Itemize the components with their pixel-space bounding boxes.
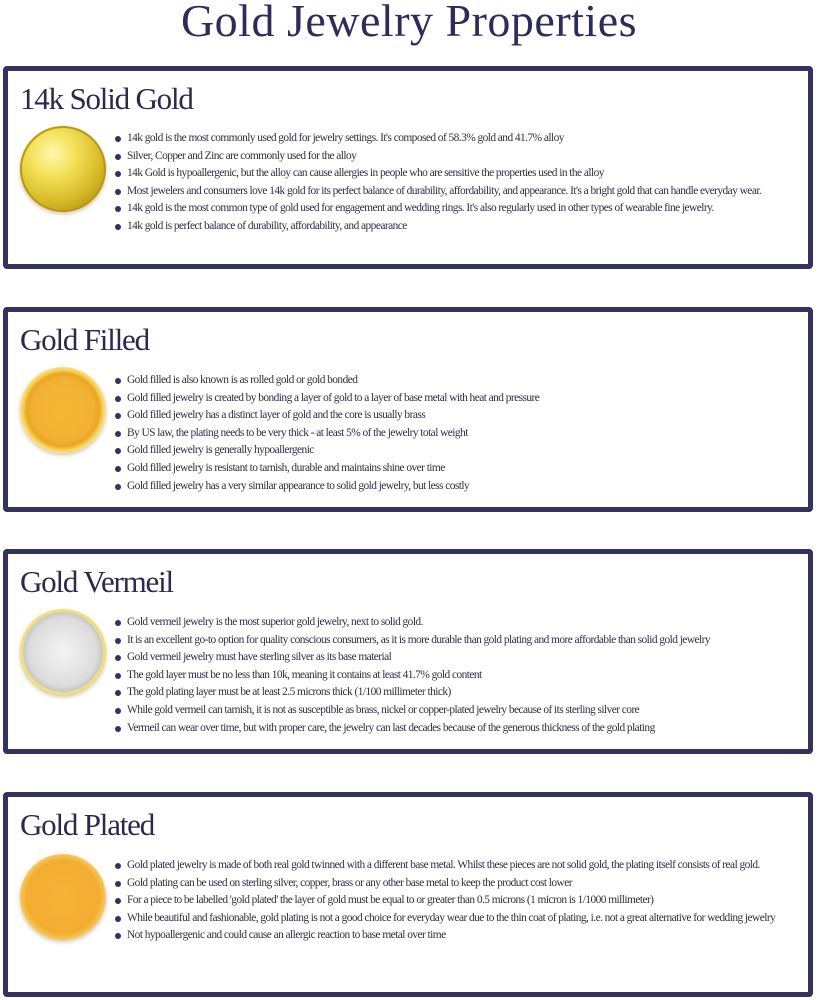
list-item: Silver, Copper and Zinc are commonly used for the alloy [114,148,792,166]
property-list [114,130,792,236]
list-item: Gold plating can be used on sterling silver, copper, brass or any other base metal to keep the product cost lower [114,875,792,893]
list-item: Gold plated jewelry is made of both real gold twinned with a different base metal. Whilst these pieces are not solid gold, the plating itself consists of real gold. [114,857,792,875]
list-item: Gold vermeil jewelry is the most superior gold jewelry, next to solid gold. [114,614,792,632]
list-item: The gold layer must be no less than 10k, meaning it contains at least 41.7% gold content [114,667,792,685]
section-gold-filled [3,307,813,512]
section-gold-plated [3,792,813,997]
list-item: 14k gold is the most commonly used gold for jewelry settings. It's composed of 58.3% gold and 41.7% alloy [114,130,792,148]
page-title: Gold Jewelry Properties [180,0,638,46]
list-item: Gold filled jewelry is resistant to tarnish, durable and maintains shine over time [114,460,792,478]
list-item: 14k gold is the most common type of gold used for engagement and wedding rings. It's also regularly used in other types of wearable fine jewelry. [114,200,792,218]
list-item: By US law, the plating needs to be very thick - at least 5% of the jewelry total weight [114,425,792,443]
section-14k-solid-gold [3,66,813,269]
section-title: Gold Filled [20,322,149,357]
list-item: Gold filled jewelry is generally hypoallergenic [114,442,792,460]
section-gold-vermeil [3,549,813,754]
list-item: Gold vermeil jewelry must have sterling silver as its base material [114,649,792,667]
section-title: Gold Plated [20,807,155,842]
list-item: Gold filled jewelry has a very similar appearance to solid gold jewelry, but less costly [114,478,792,496]
list-item: Gold filled is also known is as rolled gold or gold bonded [114,372,792,390]
list-item: It is an excellent go-to option for quality conscious consumers, as it is more durable than gold plating and more affordable than solid gold jewelry [114,632,792,650]
property-list [114,372,792,495]
section-title: Gold Vermeil [20,564,173,599]
list-item: For a piece to be labelled 'gold plated' the layer of gold must be equal to or greater than 0.5 microns (1 micron is 1/1000 millimeter) [114,892,792,910]
gold-filled-coin-icon [20,367,106,453]
list-item: While gold vermeil can tarnish, it is not as susceptible as brass, nickel or copper-plated jewelry because of its sterling silver core [114,702,792,720]
list-item: 14k gold is perfect balance of durability, affordability, and appearance [114,218,792,236]
gold-plated-coin-icon [20,854,106,940]
list-item: 14k Gold is hypoallergenic, but the alloy can cause allergies in people who are sensitive the properties used in the alloy [114,165,792,183]
property-list [114,614,792,737]
section-title: 14k Solid Gold [20,81,193,116]
list-item: Gold filled jewelry is created by bonding a layer of gold to a layer of base metal with heat and pressure [114,390,792,408]
solid-gold-coin-icon [20,126,106,212]
property-list [114,857,792,945]
vermeil-coin-icon [20,609,106,695]
list-item: The gold plating layer must be at least 2.5 microns thick (1/100 millimeter thick) [114,684,792,702]
list-item: Most jewelers and consumers love 14k gold for its perfect balance of durability, affordability, and appearance. It's a bright gold that can handle everyday wear. [114,183,792,201]
list-item: Vermeil can wear over time, but with proper care, the jewelry can last decades because of the generous thickness of the gold plating [114,720,792,738]
list-item: Not hypoallergenic and could cause an allergic reaction to base metal over time [114,927,792,945]
list-item: While beautiful and fashionable, gold plating is not a good choice for everyday wear due to the thin coat of plating, i.e. not a great alternative for wedding jewelry [114,910,792,928]
list-item: Gold filled jewelry has a distinct layer of gold and the core is usually brass [114,407,792,425]
